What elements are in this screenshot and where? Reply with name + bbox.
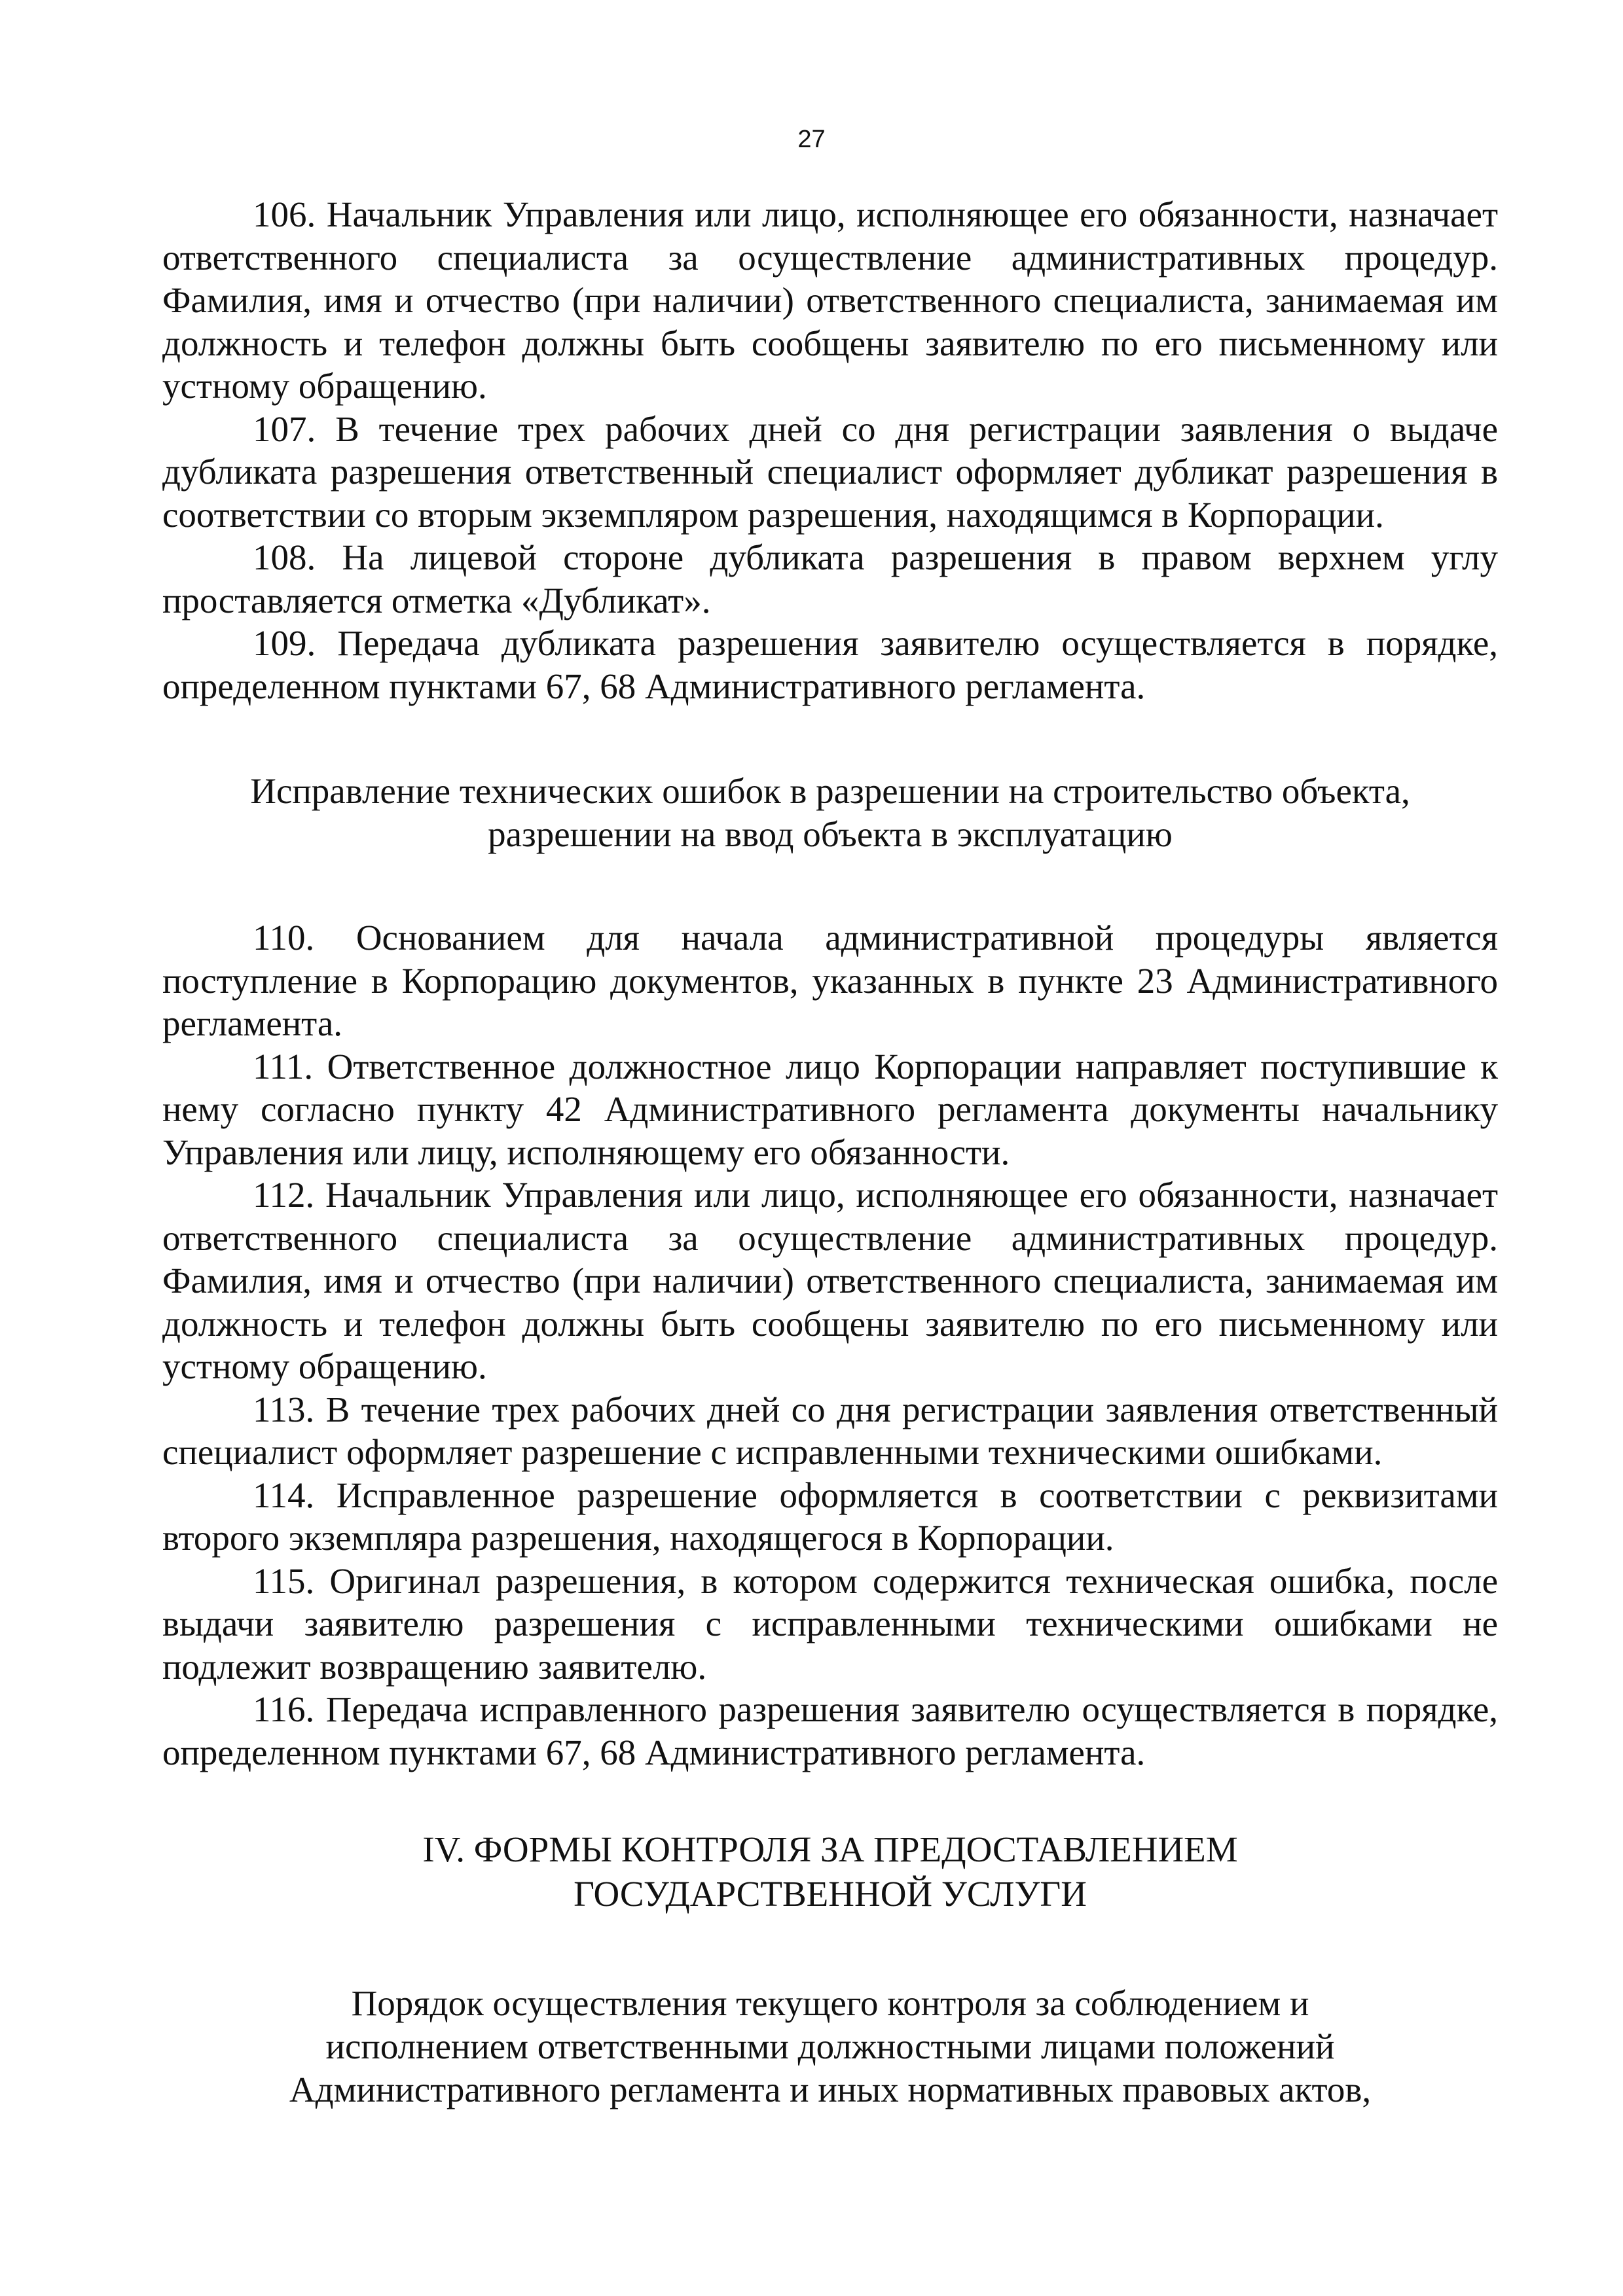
section-title-line: ГОСУДАРСТВЕННОЙ УСЛУГИ (574, 1874, 1087, 1914)
subheading-technical-errors (162, 770, 1498, 856)
page-number: 27 (797, 126, 826, 153)
paragraph-116: 116. Передача исправленного разрешения заявителю осуществляется в порядке, определенном пунктами 67, 68 Административного регламента. (162, 1689, 1498, 1772)
subheading-line: разрешении на ввод объекта в эксплуатацию (488, 814, 1173, 854)
paragraph-111: 111. Ответственное должностное лицо Корпорации направляет поступившие к нему согласно пункту 42 Административного регламента документы начальнику Управления или лицу, исполняющему его обязанности. (162, 1046, 1498, 1172)
paragraph-109: 109. Передача дубликата разрешения заявителю осуществляется в порядке, определенном пунктами 67, 68 Административного регламента. (162, 623, 1498, 706)
paragraph-114: 114. Исправленное разрешение оформляется в соответствии с реквизитами второго экземпляра разрешения, находящегося в Корпорации. (162, 1475, 1498, 1558)
subheading-current-control (162, 1982, 1498, 2111)
subheading-line: исполнением ответственными должностными лицами положений (325, 2026, 1335, 2066)
paragraph-106: 106. Начальник Управления или лицо, исполняющее его обязанности, назначает ответственного специалиста за осуществление административных процедур. Фамилия, имя и отчество (при наличии) ответственного специалиста, занимаемая им должность и телефон должны быть сообщены заявителю по его письменному или устному обращению. (162, 194, 1498, 406)
section-title-line: IV. ФОРМЫ КОНТРОЛЯ ЗА ПРЕДОСТАВЛЕНИЕМ (422, 1829, 1238, 1869)
paragraph-107: 107. В течение трех рабочих дней со дня регистрации заявления о выдаче дубликата разрешения ответственный специалист оформляет дубликат разрешения в соответствии со вторым экземпляром разрешения, находящимся в Корпорации. (162, 408, 1498, 535)
section-title (162, 1827, 1498, 1916)
subheading-line: Административного регламента и иных нормативных правовых актов, (289, 2070, 1372, 2109)
paragraph-110: 110. Основанием для начала административной процедуры является поступление в Корпорацию документов, указанных в пункте 23 Административного регламента. (162, 918, 1498, 1043)
paragraph-113: 113. В течение трех рабочих дней со дня регистрации заявления ответственный специалист оформляет разрешение с исправленными техническими ошибками. (162, 1389, 1498, 1472)
paragraph-115: 115. Оригинал разрешения, в котором содержится техническая ошибка, после выдачи заявителю разрешения с исправленными техническими ошибками не подлежит возвращению заявителю. (162, 1560, 1498, 1687)
subheading-line: Порядок осуществления текущего контроля за соблюдением и (351, 1983, 1309, 2023)
paragraph-108: 108. На лицевой стороне дубликата разрешения в правом верхнем углу проставляется отметка «Дубликат». (162, 537, 1498, 620)
paragraph-112: 112. Начальник Управления или лицо, исполняющее его обязанности, назначает ответственного специалиста за осуществление административных процедур. Фамилия, имя и отчество (при наличии) ответственного специалиста, занимаемая им должность и телефон должны быть сообщены заявителю по его письменному или устному обращению. (162, 1175, 1498, 1386)
document-body (162, 193, 1498, 2111)
subheading-line: Исправление технических ошибок в разрешении на строительство объекта, (250, 771, 1410, 811)
